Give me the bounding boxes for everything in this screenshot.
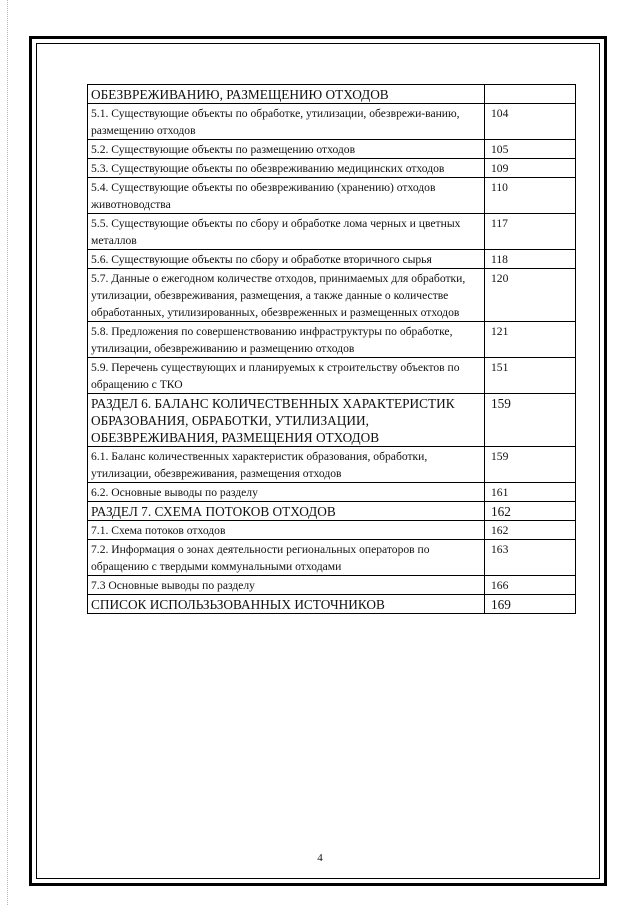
toc-entry-title: 5.2. Существующие объекты по размещению отходов [88,140,485,159]
toc-row [88,322,576,358]
toc-entry-page: 104 [485,104,576,140]
toc-entry-page: 110 [485,178,576,214]
toc-row [88,540,576,576]
toc-row [88,140,576,159]
toc-entry-title: 5.1. Существующие объекты по обработке, утилизации, обезврежи-ванию, размещению отходов [88,104,485,140]
toc-entry-page: 117 [485,214,576,250]
toc-row [88,250,576,269]
toc-entry-title: ОБЕЗВРЕЖИВАНИЮ, РАЗМЕЩЕНИЮ ОТХОДОВ [88,85,485,104]
toc-entry-title: 7.1. Схема потоков отходов [88,521,485,540]
toc-entry-title: РАЗДЕЛ 7. СХЕМА ПОТОКОВ ОТХОДОВ [88,502,485,521]
toc-entry-page: 159 [485,394,576,447]
toc-row [88,502,576,521]
toc-entry-page: 121 [485,322,576,358]
toc-row [88,521,576,540]
toc-entry-page: 163 [485,540,576,576]
toc-entry-page: 162 [485,521,576,540]
toc-entry-page: 151 [485,358,576,394]
toc-row [88,483,576,502]
toc-entry-page: 166 [485,576,576,595]
toc-entry-title: РАЗДЕЛ 6. БАЛАНС КОЛИЧЕСТВЕННЫХ ХАРАКТЕРИСТИК ОБРАЗОВАНИЯ, ОБРАБОТКИ, УТИЛИЗАЦИИ, ОБЕЗВРЕЖИВАНИЯ, РАЗМЕЩЕНИЯ ОТХОДОВ [88,394,485,447]
toc-row [88,394,576,447]
toc-entry-page: 161 [485,483,576,502]
toc-row [88,576,576,595]
toc-entry-title: 5.3. Существующие объекты по обезвреживанию медицинских отходов [88,159,485,178]
toc-entry-page: 162 [485,502,576,521]
toc-entry-title: 5.6. Существующие объекты по сбору и обработке вторичного сырья [88,250,485,269]
table-of-contents [87,84,576,614]
toc-row [88,159,576,178]
toc-entry-page: 118 [485,250,576,269]
toc-entry-title: 5.9. Перечень существующих и планируемых к строительству объектов по обращению с ТКО [88,358,485,394]
page-number: 4 [317,852,323,864]
toc-entry-title: 5.5. Существующие объекты по сбору и обработке лома черных и цветных металлов [88,214,485,250]
toc-body [88,85,576,614]
toc-entry-page: 105 [485,140,576,159]
toc-entry-title: 7.2. Информация о зонах деятельности региональных операторов по обращению с твердыми коммунальными отходами [88,540,485,576]
toc-entry-title: 6.2. Основные выводы по разделу [88,483,485,502]
toc-row [88,214,576,250]
toc-entry-title: 5.7. Данные о ежегодном количестве отходов, принимаемых для обработки, утилизации, обезвреживания, размещения, а также данные о количестве обработанных, утилизированных, обезвреженных и размещенных отходов [88,269,485,322]
toc-row [88,104,576,140]
toc-entry-title: 7.3 Основные выводы по разделу [88,576,485,595]
toc-entry-page: 109 [485,159,576,178]
toc-entry-page: 120 [485,269,576,322]
toc-row [88,358,576,394]
toc-row [88,269,576,322]
toc-entry-title: 5.8. Предложения по совершенствованию инфраструктуры по обработке, утилизации, обезвреживанию и размещению отходов [88,322,485,358]
toc-row [88,178,576,214]
toc-row [88,85,576,104]
toc-entry-page: 159 [485,447,576,483]
toc-entry-title: СПИСОК ИСПОЛЬЗЬЗОВАННЫХ ИСТОЧНИКОВ [88,595,485,614]
toc-row [88,447,576,483]
toc-entry-page: 169 [485,595,576,614]
toc-entry-title: 5.4. Существующие объекты по обезвреживанию (хранению) отходов животноводства [88,178,485,214]
toc-row [88,595,576,614]
toc-entry-title: 6.1. Баланс количественных характеристик образования, обработки, утилизации, обезвреживания, размещения отходов [88,447,485,483]
scan-margin-line [7,0,8,905]
toc-entry-page [485,85,576,104]
